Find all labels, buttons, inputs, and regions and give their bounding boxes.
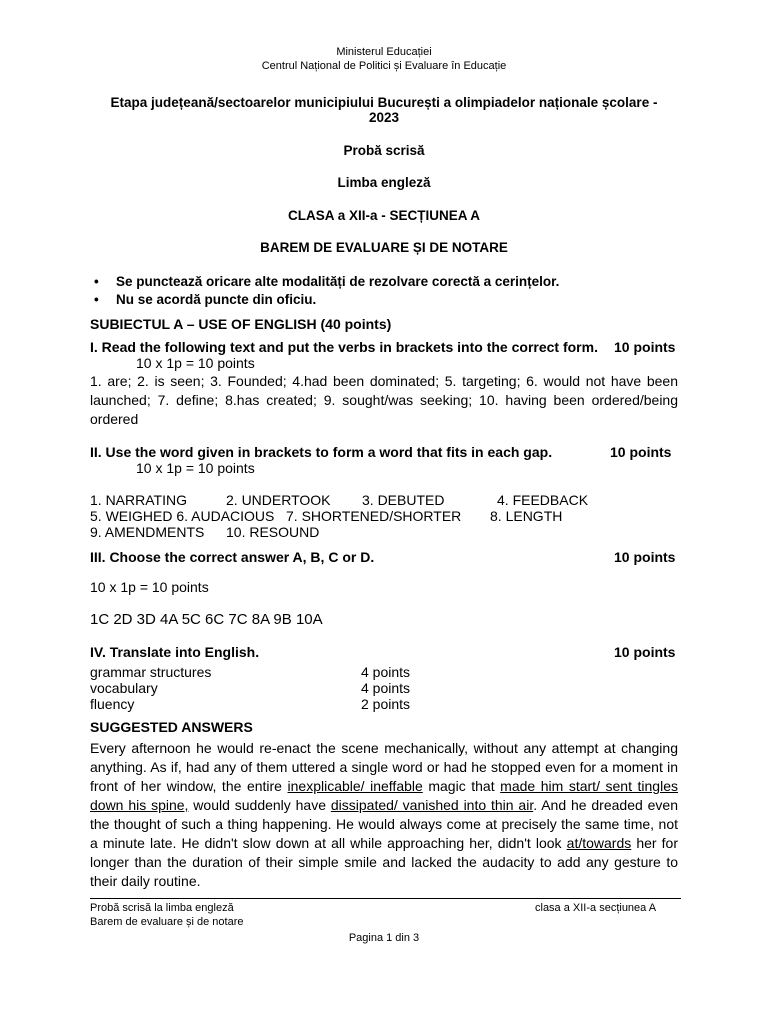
section-3-heading: III. Choose the correct answer A, B, C or D.: [90, 549, 375, 565]
translation-text: magic that: [422, 778, 501, 794]
center-header: Centrul Național de Politici și Evaluare în Educație: [261, 60, 507, 72]
answer-4: 4. FEEDBACK: [497, 492, 589, 508]
answer-3: 3. DEBUTED: [362, 492, 445, 508]
criterion-label: fluency: [90, 696, 135, 712]
translation-text: . And he dreaded even the thought of such a thing happening. He would always come at precisely the same time, not a minute late. He didn't slow down at all while approaching her, didn't look: [90, 797, 678, 851]
translation-underlined: made him start/ sent tingles down his spine,: [90, 778, 678, 813]
criterion-label: vocabulary: [90, 680, 158, 696]
answer-10: 10. RESOUND: [226, 524, 320, 540]
suggested-answers-heading: SUGGESTED ANSWERS: [90, 719, 253, 735]
answer-7: 7. SHORTENED/SHORTER: [286, 508, 462, 524]
footer-left-1: Probă scrisă la limba engleză: [90, 902, 234, 914]
subject-name: Limba engleză: [337, 175, 431, 190]
criterion-points: 2 points: [361, 696, 411, 712]
section-1-scoring: 10 x 1p = 10 points: [136, 355, 255, 371]
criterion-points: 4 points: [361, 664, 411, 680]
title-line-2: 2023: [368, 110, 400, 125]
rule-1: • Se punctează oricare alte modalități de rezolvare corectă a cerințelor.: [116, 274, 559, 289]
footer-right: clasa a XII-a secțiunea A: [535, 902, 657, 914]
section-2-points: 10 points: [610, 444, 672, 460]
section-2-scoring: 10 x 1p = 10 points: [136, 460, 255, 476]
criterion-points: 4 points: [361, 680, 411, 696]
criterion-label: grammar structures: [90, 664, 212, 680]
translation-underlined: dissipated/ vanished into thin air: [330, 797, 534, 813]
section-4-heading: IV. Translate into English.: [90, 644, 260, 660]
answer-5-6: 5. WEIGHED 6. AUDACIOUS: [90, 508, 275, 524]
subject-a-heading: SUBIECTUL A – USE OF ENGLISH (40 points): [90, 316, 392, 332]
section-4-points: 10 points: [614, 644, 676, 660]
section-3-answers: 1C 2D 3D 4A 5C 6C 7C 8A 9B 10A: [90, 611, 323, 628]
section-1-heading: I. Read the following text and put the verbs in brackets into the correct form.: [90, 339, 598, 355]
section-3-points: 10 points: [614, 549, 676, 565]
title-line-1: Etapa județeană/sectoarelor municipiului București a olimpiadelor naționale școlare -: [110, 95, 658, 110]
rule-2: • Nu se acordă puncte din oficiu.: [116, 292, 316, 307]
footer-left-2: Barem de evaluare și de notare: [90, 916, 244, 928]
suggested-translation: [90, 739, 678, 891]
section-1-answers: 1. are; 2. is seen; 3. Founded; 4.had been dominated; 5. targeting; 6. would not have been launched; 7. define; 8.has created; 9. sought/was seeking; 10. having been ordered/being ordered: [90, 373, 678, 427]
class-section: SECȚIUNEA A: [389, 208, 481, 223]
answer-8: 8. LENGTH: [490, 508, 563, 524]
answer-9: 9. AMENDMENTS: [90, 524, 205, 540]
class-line: [0, 208, 768, 223]
section-2-heading: II. Use the word given in brackets to form a word that fits in each gap.: [90, 444, 553, 460]
page-number: Pagina 1 din 3: [348, 932, 420, 944]
footer-divider: [90, 898, 681, 899]
translation-text: would suddenly have: [188, 797, 331, 813]
translation-underlined: inexplicable/ ineffable: [287, 778, 423, 794]
section-3-scoring: 10 x 1p = 10 points: [90, 579, 209, 595]
translation-text: her for longer than the duration of their simple smile and lacked the audacity to add any gesture to their daily routine.: [90, 835, 679, 889]
class-prefix: CLASA a XII-a -: [287, 208, 390, 223]
translation-text: Every afternoon he would re-enact the scene mechanically, without any attempt at changing anything. As if, had any of them uttered a single word or had he stopped even for a moment in front of her window, the entire: [90, 740, 678, 794]
answer-2: 2. UNDERTOOK: [226, 492, 331, 508]
section-1-points: 10 points: [614, 339, 676, 355]
ministry-header: Ministerul Educației: [336, 46, 432, 58]
exam-type: Probă scrisă: [343, 143, 425, 158]
barem-title: BAREM DE EVALUARE ȘI DE NOTARE: [260, 240, 508, 255]
translation-underlined: at/towards: [566, 835, 632, 851]
answer-1: 1. NARRATING: [90, 492, 187, 508]
